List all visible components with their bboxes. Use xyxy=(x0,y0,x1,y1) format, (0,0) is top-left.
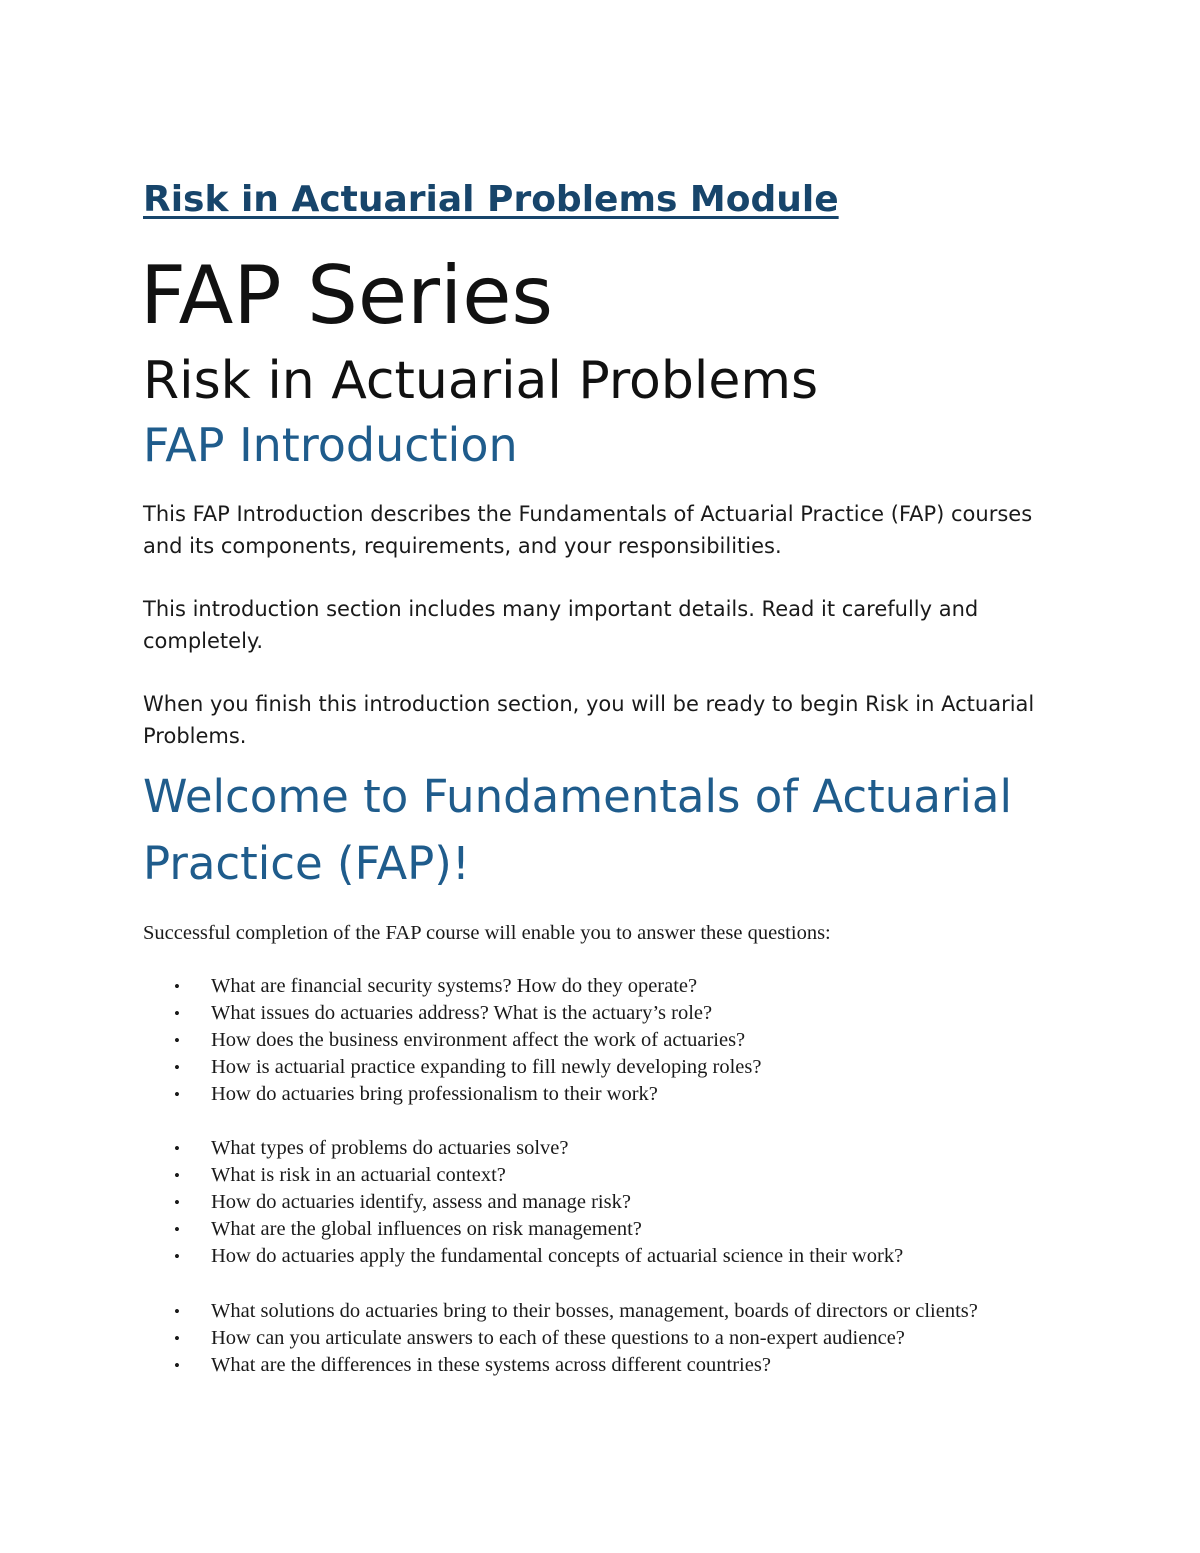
list-item xyxy=(143,1189,1043,1216)
bullet-icon: • xyxy=(174,1356,180,1375)
intro-paragraph: When you finish this introduction section, you will be ready to begin Risk in Actuarial Problems. xyxy=(143,692,1035,748)
bullet-icon: • xyxy=(174,1302,180,1321)
question-list xyxy=(143,1298,1043,1379)
question-text: What is risk in an actuarial context? xyxy=(211,1164,506,1186)
bullet-icon: • xyxy=(174,1166,180,1185)
bullet-icon: • xyxy=(174,1085,180,1104)
list-item xyxy=(143,1081,1043,1108)
subtitle: Risk in Actuarial Problems xyxy=(143,351,819,411)
list-item xyxy=(143,1352,1043,1379)
welcome-heading: Welcome to Fundamentals of Actuarial Practice (FAP)! xyxy=(143,770,1012,890)
bullet-icon: • xyxy=(174,1247,180,1266)
question-text: How do actuaries apply the fundamental concepts of actuarial science in their work? xyxy=(211,1245,904,1267)
list-item xyxy=(143,1054,1043,1081)
intro-paragraph: This FAP Introduction describes the Fundamentals of Actuarial Practice (FAP) courses and its components, requirements, and your responsibilities. xyxy=(143,502,1033,558)
question-text: How can you articulate answers to each of these questions to a non-expert audience? xyxy=(211,1327,905,1349)
bullet-icon: • xyxy=(174,1004,180,1023)
bullet-icon: • xyxy=(174,1139,180,1158)
list-item xyxy=(143,1216,1043,1243)
list-item xyxy=(143,1325,1043,1352)
question-text: What solutions do actuaries bring to their bosses, management, boards of directors or clients? xyxy=(211,1300,978,1322)
list-item xyxy=(143,1162,1043,1189)
question-list xyxy=(143,1135,1043,1270)
list-item xyxy=(143,973,1043,1000)
module-title[interactable]: Risk in Actuarial Problems Module xyxy=(143,179,839,220)
question-text: How does the business environment affect the work of actuaries? xyxy=(211,1029,746,1051)
intro-paragraph: This introduction section includes many important details. Read it carefully and completely. xyxy=(143,597,979,653)
bullet-icon: • xyxy=(174,1193,180,1212)
question-text: What are financial security systems? How do they operate? xyxy=(211,975,698,997)
question-text: How is actuarial practice expanding to fill newly developing roles? xyxy=(211,1056,762,1078)
lead-sentence: Successful completion of the FAP course will enable you to answer these questions: xyxy=(143,922,831,944)
question-text: How do actuaries identify, assess and manage risk? xyxy=(211,1191,631,1213)
question-text: What are the global influences on risk management? xyxy=(211,1218,642,1240)
question-text: What types of problems do actuaries solve? xyxy=(211,1137,569,1159)
bullet-icon: • xyxy=(174,1220,180,1239)
bullet-icon: • xyxy=(174,1031,180,1050)
list-item xyxy=(143,1027,1043,1054)
bullet-icon: • xyxy=(174,977,180,996)
question-text: What are the differences in these systems across different countries? xyxy=(211,1354,771,1376)
bullet-icon: • xyxy=(174,1329,180,1348)
bullet-icon: • xyxy=(174,1058,180,1077)
question-text: How do actuaries bring professionalism to their work? xyxy=(211,1083,658,1105)
list-item xyxy=(143,1298,1043,1325)
question-text: What issues do actuaries address? What is the actuary’s role? xyxy=(211,1002,713,1024)
list-item xyxy=(143,1000,1043,1027)
question-list xyxy=(143,973,1043,1108)
series-title: FAP Series xyxy=(140,249,554,342)
intro-heading: FAP Introduction xyxy=(143,418,518,472)
list-item xyxy=(143,1243,1043,1270)
list-item xyxy=(143,1135,1043,1162)
